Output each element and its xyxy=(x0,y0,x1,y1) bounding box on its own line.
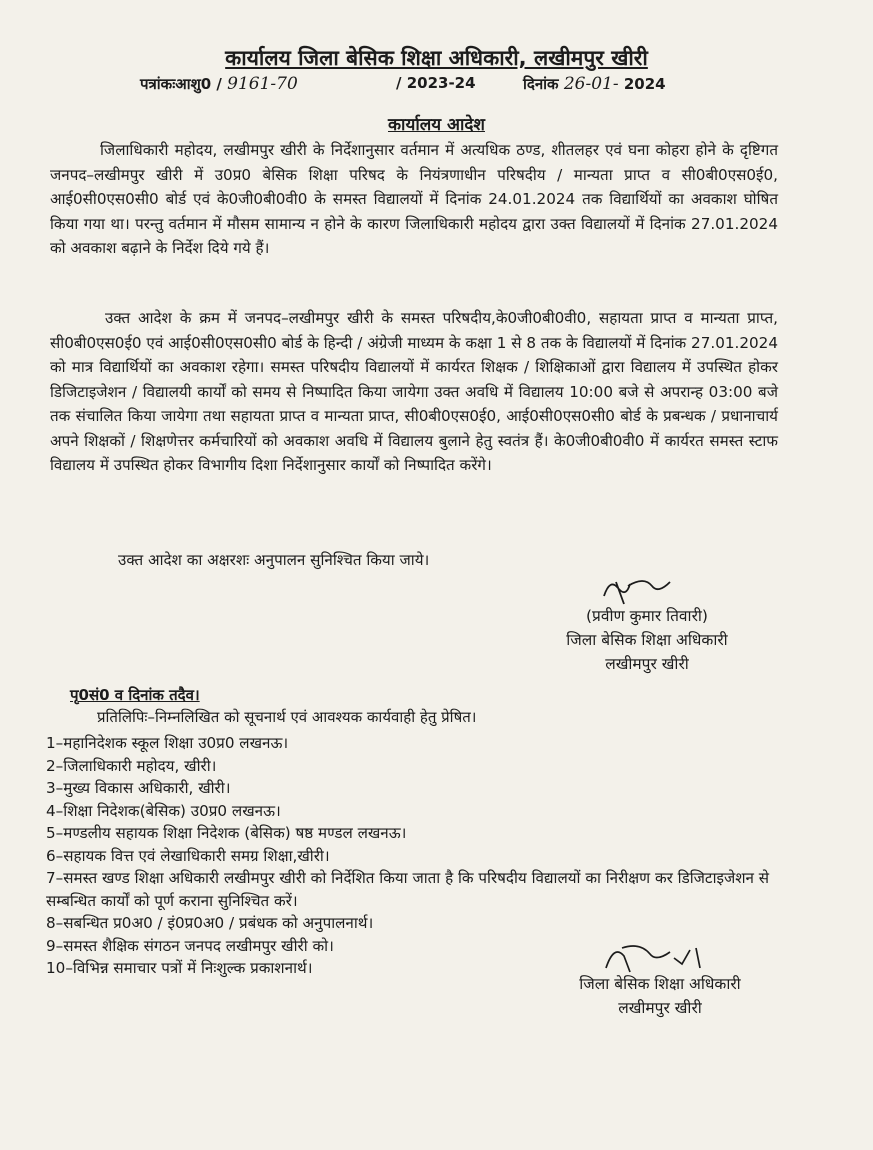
ref-year: / 2023-24 xyxy=(396,74,476,92)
date-label: दिनांक xyxy=(523,75,559,93)
order-subject: कार्यालय आदेश xyxy=(388,115,485,135)
list-item: 8–सबन्धित प्र0अ0 / इं0प्र0अ0 / प्रबंधक को अनुपालनार्थ। xyxy=(46,914,374,932)
list-item: 7–समस्त खण्ड शिक्षा अधिकारी लखीमपुर खीरी को निर्देशित किया जाता है कि परिषदीय विद्यालयों का निरीक्षण कर डिजिटाइजेशन से सम्बन्धित कार्यों को पूर्ण कराना सुनिश्चित करें। xyxy=(46,869,770,910)
list-item: 2–जिलाधिकारी महोदय, खीरी। xyxy=(46,756,217,775)
paragraph-1: जिलाधिकारी महोदय, लखीमपुर खीरी के निर्देशानुसार वर्तमान में अत्यधिक ठण्ड, शीतलहर एवं घना कोहरा होने के दृष्टिगत जनपद–लखीमपुर खीरी में उ0प्र0 बेसिक शिक्षा परिषद के नियंत्रणाधीन परिषदीय / मान्यता प्राप्त व सी0बी0एस0ई0, आई0सी0एस0सी0 बोर्ड एवं के0जी0बी0वी0 के समस्त विद्यालयों में दिनांक 24.01.2024 तक विद्यार्थियों का अवकाश घोषित किया गया था। परन्तु वर्तमान में मौसम सामान्य न होने के कारण जिलाधिकारी महोदय द्वारा उक्त विद्यालयों में दिनांक 27.01.2024 को अवकाश बढ़ाने के निर्देश दिये गये हैं। xyxy=(50,141,778,257)
officer-place-2: लखीमपुर खीरी xyxy=(618,999,702,1017)
signature-block-2 xyxy=(540,972,780,1020)
signature-block-1 xyxy=(522,604,772,676)
paragraph-3: उक्त आदेश का अक्षरशः अनुपालन सुनिश्चित किया जाये। xyxy=(118,551,430,569)
office-title: कार्यालय जिला बेसिक शिक्षा अधिकारी, लखीमपुर खीरी xyxy=(225,46,648,70)
list-item: 5–मण्डलीय सहायक शिक्षा निदेशक (बेसिक) षष्ठ मण्डल लखनऊ। xyxy=(46,824,407,842)
list-item: 3–मुख्य विकास अधिकारी, खीरी। xyxy=(46,779,231,797)
list-item: 4–शिक्षा निदेशक(बेसिक) उ0प्र0 लखनऊ। xyxy=(46,801,281,820)
list-item: 6–सहायक वित्त एवं लेखाधिकारी समग्र शिक्षा,खीरी। xyxy=(46,846,330,865)
copy-intro: प्रतिलिपिः–निम्नलिखित को सूचनार्थ एवं आवश्यक कार्यवाही हेतु प्रेषित। xyxy=(97,708,477,726)
officer-designation-2: जिला बेसिक शिक्षा अधिकारी xyxy=(579,975,741,993)
ref-number-handwritten: 9161-70 xyxy=(227,74,298,94)
officer-place: लखीमपुर खीरी xyxy=(605,655,689,673)
order-date xyxy=(523,74,666,94)
ref-prefix: पत्रांकःआशु0 / xyxy=(140,75,222,93)
officer-signature-1 xyxy=(600,574,680,608)
officer-designation: जिला बेसिक शिक्षा अधिकारी xyxy=(566,631,728,649)
copy-heading: पृ0सं0 व दिनांक तदैव। xyxy=(70,686,200,704)
reference-number xyxy=(140,74,298,94)
paragraph-2: उक्त आदेश के क्रम में जनपद–लखीमपुर खीरी के समस्त परिषदीय,के0जी0बी0वी0, सहायता प्राप्त व मान्यता प्राप्त, सी0बी0एस0ई0 एवं आई0सी0एस0सी0 बोर्ड के हिन्दी / अंग्रेजी माध्यम के कक्षा 1 से 8 तक के विद्यालयों में दिनांक 27.01.2024 को मात्र विद्यार्थियों का अवकाश रहेगा। समस्त परिषदीय विद्यालयों में कार्यरत शिक्षक / शिक्षिकाओं द्वारा विद्यालय में उपस्थित होकर डिजिटाइजेशन / विद्यालयी कार्यों को समय से निष्पादित किया जायेगा उक्त अवधि में विद्यालय 10:00 बजे से अपरान्ह 03:00 बजे तक संचालित किया जायेगा तथा सहायता प्राप्त व मान्यता प्राप्त, सी0बी0एस0ई0, आई0सी0एस0सी0 बोर्ड के प्रबन्धक / प्रधानाचार्य अपने शिक्षकों / शिक्षणेत्तर कर्मचारियों को अवकाश अवधि में विद्यालय बुलाने हेतु स्वतंत्र हैं। के0जी0बी0वी0 में कार्यरत समस्त स्टाफ विद्यालय में उपस्थित होकर विभागीय दिशा निर्देशानुसार कार्यों को निष्पादित करेंगे। xyxy=(50,309,778,474)
date-handwritten: 26-01- xyxy=(563,74,619,94)
officer-name: (प्रवीण कुमार तिवारी) xyxy=(586,607,708,625)
date-year: 2024 xyxy=(623,75,666,93)
list-item: 10–विभिन्न समाचार पत्रों में निःशुल्क प्रकाशनार्थ। xyxy=(46,959,313,977)
list-item: 9–समस्त शैक्षिक संगठन जनपद लखीमपुर खीरी को। xyxy=(46,936,334,955)
list-item: 1–महानिदेशक स्कूल शिक्षा उ0प्र0 लखनऊ। xyxy=(46,734,289,752)
